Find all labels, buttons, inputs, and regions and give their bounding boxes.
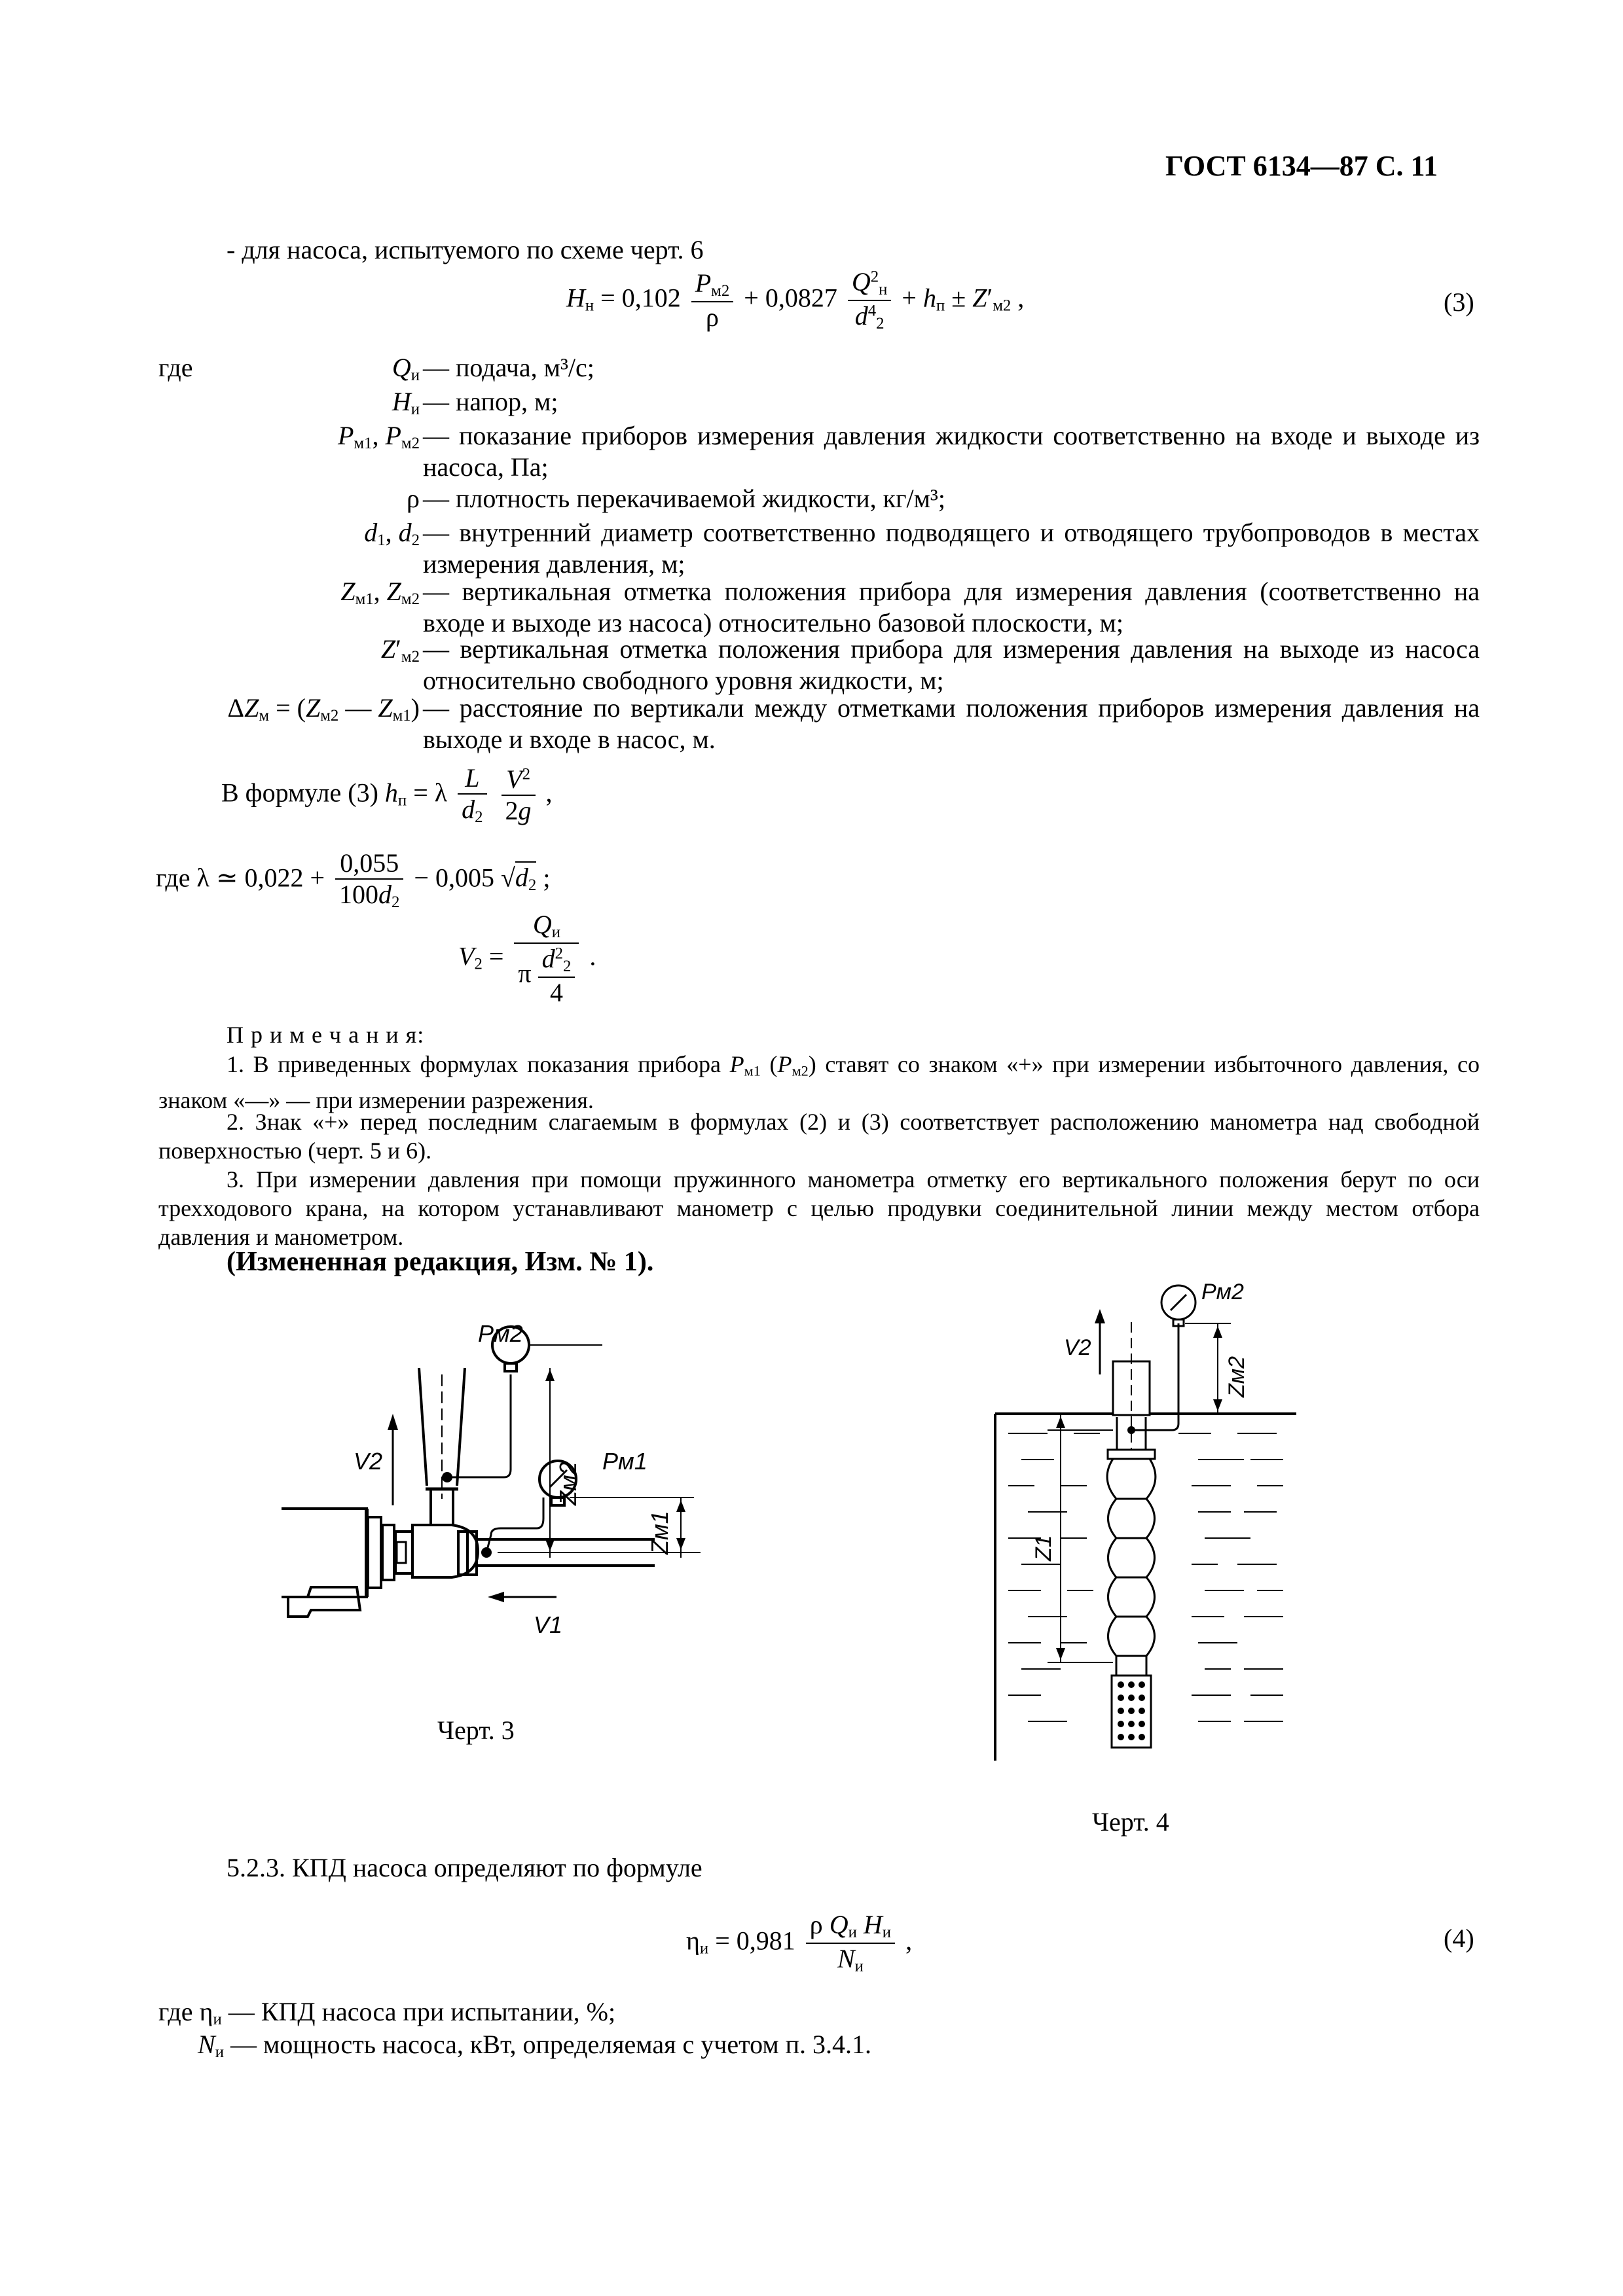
label-pm2: Pм2 [478, 1320, 523, 1347]
definition-text: — вертикальная отметка положения прибора для измерения давления на выходе из насоса относительно свободного уровня жидкости, м; [423, 634, 1480, 695]
notes-heading: П р и м е ч а н и я: [227, 1022, 425, 1048]
figure-4-caption: Черт. 4 [1092, 1807, 1169, 1837]
final-def-eta: где $\eta_и$ — КПД насоса при испытании, %; [158, 1997, 616, 2029]
label-v1: V1 [534, 1611, 563, 1638]
definition-text: — внутренний диаметр соответственно подводящего и отводящего трубопроводов в местах измерения давления, м; [423, 518, 1480, 579]
label-zm2: Zм2 [1224, 1356, 1249, 1397]
section-text: КПД насоса определяют по формуле [292, 1853, 702, 1882]
label-pm1: Pм1 [602, 1448, 647, 1475]
formula-3: $H_н = 0,102$ $\frac{P_{м2}}{\rho}$ + 0,0827 $\frac{Q^2_н}{d^4_2}$ + $h_п \pm Z'_{м2}$ , [566, 267, 1025, 333]
section-heading [227, 1852, 702, 1884]
final-def-n-text: — мощность насоса, кВт, определяемая с учетом п. 3.4.1. [230, 2030, 872, 2059]
definition-term: $H_и$ [392, 387, 420, 419]
definition-term: $Z'_{м2}$ [380, 634, 420, 666]
label-zm2: Zм2 [555, 1462, 581, 1505]
formula-lambda: где λ ≃ 0,022 + $\frac{0,055}{100d_2}$ − 0,005 $√d_2$ ; [156, 848, 551, 912]
formula-3-number: (3) [1444, 287, 1474, 317]
definition-text: — расстояние по вертикали между отметками положения приборов измерения давления на выходе и входе в насос, м. [423, 693, 1480, 754]
definition-term: $Q_и$ [392, 353, 420, 385]
note-2: 2. Знак «+» перед последним слагаемым в формулах (2) и (3) соответствует расположению манометра над свободной поверхностью (черт. 5 и 6). [158, 1109, 1480, 1164]
label-v2: V2 [1064, 1335, 1091, 1360]
definition-term: $Z_{м1}$, $Z_{м2}$ [340, 577, 420, 609]
final-def-n: $N_и$ — мощность насоса, кВт, определяемая с учетом п. 3.4.1. [198, 2030, 872, 2062]
formula-4: $\eta_и = 0,981$ $\frac{\rho Q_и H_и}{N_и}$ , [686, 1910, 913, 1976]
page-header: ГОСТ 6134—87 С. 11 [1165, 150, 1438, 182]
amendment-note: (Измененная редакция, Изм. № 1). [227, 1247, 654, 1277]
definition-term: $P_{м1}$, $P_{м2}$ [337, 421, 420, 453]
final-def-eta-text: — КПД насоса при испытании, %; [228, 1997, 616, 2026]
formula-hn: В формуле (3) $h_п = \lambda$ $\frac{L}{d_2}$ $\frac{V^2}{2g}$ , [221, 763, 553, 827]
definition-term: $\Delta Z_м = (Z_{м2}$ — $Z_{м1}$) [227, 693, 420, 725]
definition-term: $d_1$, $d_2$ [364, 518, 420, 550]
where-label: где [158, 353, 193, 382]
figure-4-diagram [982, 1283, 1309, 1780]
formula-hn-prefix: В формуле (3) [221, 778, 378, 808]
definition-text: — напор, м; [423, 387, 558, 416]
note-1: 1. В приведенных формулах показания прибора $P_{м1}$ $(P_{м2})$ ставят со знаком «+» при измерении избыточного давления, со знаком «—» — при измерении разрежения. [158, 1051, 1480, 1113]
definition-text: — плотность перекачиваемой жидкости, кг/м³; [423, 484, 946, 513]
lambda-prefix: где [156, 863, 191, 893]
definition-text: — вертикальная отметка положения прибора для измерения давления (соответственно на входе и выходе из насоса) относительно базовой плоскости, м; [423, 577, 1480, 637]
figure-3-caption: Черт. 3 [437, 1715, 515, 1745]
definition-text: — подача, м³/с; [423, 353, 594, 382]
label-v2: V2 [354, 1448, 383, 1475]
formula-v2: $V_2$ = $Q_и$ π $\frac{d^2_2}{4}$ . [458, 910, 596, 1008]
label-zm1: Zм1 [646, 1511, 673, 1554]
definition-text: — показание приборов измерения давления жидкости соответственно на входе и выходе из насоса, Па; [423, 421, 1480, 482]
label-z1: Z1 [1031, 1535, 1056, 1561]
definition-term: ρ [407, 484, 420, 513]
formula-4-number: (4) [1444, 1924, 1474, 1953]
section-number: 5.2.3. [227, 1853, 285, 1882]
intro-line: - для насоса, испытуемого по схеме черт. 6 [227, 235, 704, 264]
figure-3-diagram [262, 1309, 733, 1676]
label-pm2: Pм2 [1201, 1283, 1244, 1304]
note-3: 3. При измерении давления при помощи пружинного манометра отметку его вертикального положения берут по оси трехходового крана, на котором устанавливают манометр с целью продувки соединительной линии между местом отбора давления и манометром. [158, 1166, 1480, 1250]
